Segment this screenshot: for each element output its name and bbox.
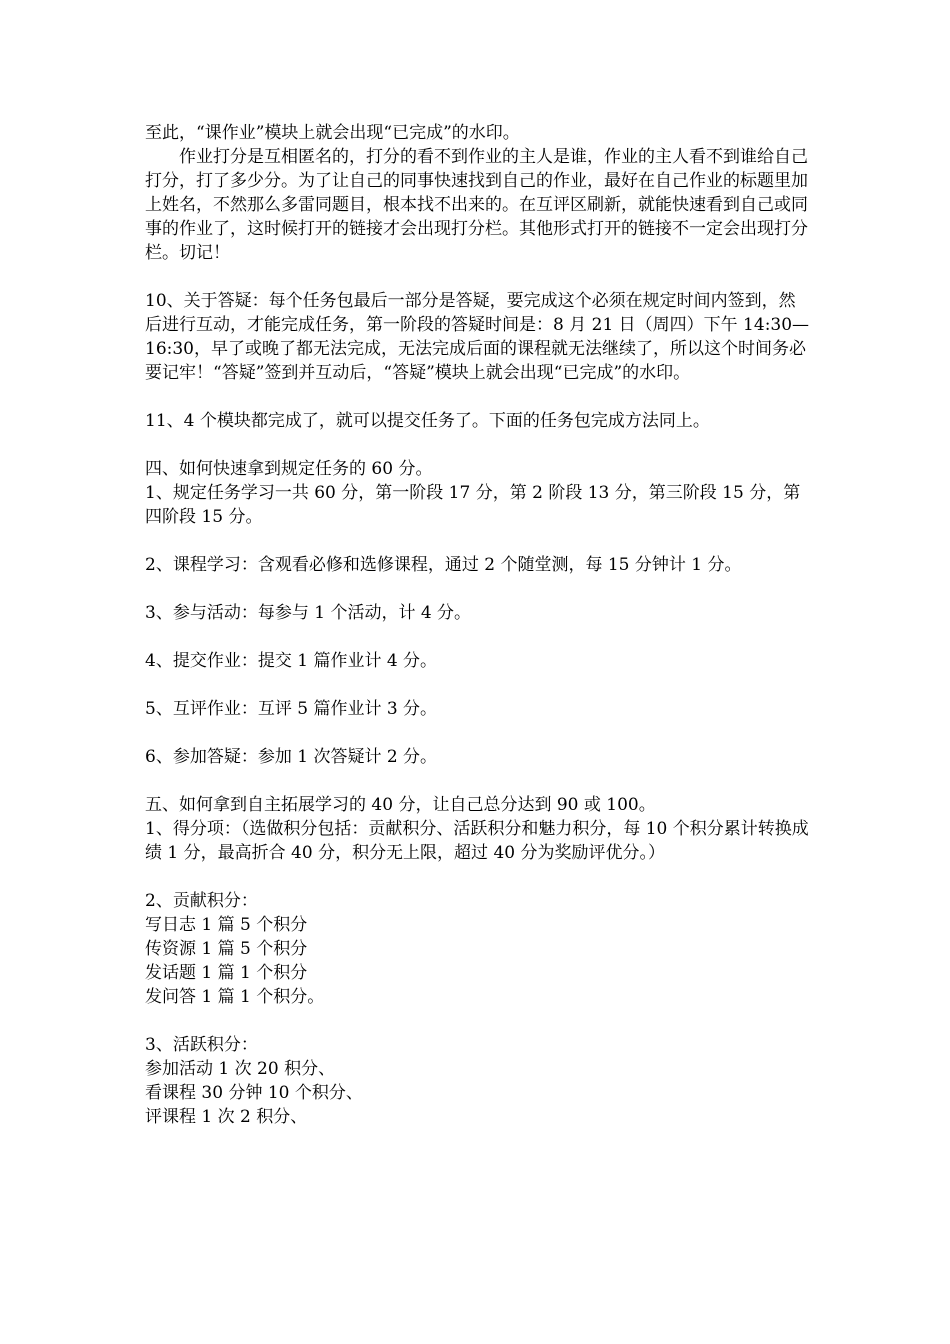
list-item-resource: 传资源 1 篇 5 个积分 [145, 939, 308, 959]
list-item-blog: 写日志 1 篇 5 个积分 [145, 915, 308, 935]
paragraph-activity: 3、参与活动：每参与 1 个活动，计 4 分。 [145, 603, 472, 623]
paragraph-qa: 10、关于答疑：每个任务包最后一部分是答疑，要完成这个必须在规定时间内签到，然后进行互动，才能完成任务，第一阶段的答疑时间是：8 月 21 日（周四）下午 14:30—16:30，早了或晚了都无法完成，无法完成后面的课程就无法继续了，所以这个时间务必要记牢！“答疑”签到并互动后，“答疑”模块上就会出现“已完成”的水印。 [145, 291, 810, 383]
blank-line [145, 625, 810, 649]
paragraph-peer-review: 作业打分是互相匿名的，打分的看不到作业的主人是谁，作业的主人看不到谁给自己打分，打了多少分。为了让自己的同事快速找到自己的作业，最好在自己作业的标题里加上姓名，不然那么多雷同题目，根本找不出来的。在互评区刷新，就能快速看到自己或同事的作业了，这时候打开的链接才会出现打分栏。其他形式打开的链接不一定会出现打分栏。切记！ [145, 147, 808, 263]
section-heading-four: 四、如何快速拿到规定任务的 60 分。 [145, 459, 433, 479]
blank-line [145, 673, 810, 697]
list-item-qa: 发问答 1 篇 1 个积分。 [145, 987, 325, 1007]
blank-line [145, 529, 810, 553]
paragraph-watermark-note: 至此，“课作业”模块上就会出现“已完成”的水印。 [145, 123, 520, 143]
paragraph-qa-score: 6、参加答疑：参加 1 次答疑计 2 分。 [145, 747, 438, 767]
blank-line [145, 433, 810, 457]
blank-line [145, 385, 810, 409]
section-heading-five: 五、如何拿到自主拓展学习的 40 分，让自己总分达到 90 或 100。 [145, 795, 656, 815]
paragraph-activity-heading: 3、活跃积分： [145, 1035, 258, 1055]
list-item-topic: 发话题 1 篇 1 个积分 [145, 963, 308, 983]
list-item-watch-course: 看课程 30 分钟 10 个积分、 [145, 1083, 363, 1103]
paragraph-score-items: 1、得分项：（选做积分包括：贡献积分、活跃积分和魅力积分，每 10 个积分累计转换成绩 1 分，最高折合 40 分，积分无上限，超过 40 分为奖励评优分。） [145, 819, 809, 863]
document-body [145, 121, 810, 1129]
paragraph-homework: 4、提交作业：提交 1 篇作业计 4 分。 [145, 651, 438, 671]
blank-line [145, 577, 810, 601]
list-item-rate-course: 评课程 1 次 2 积分、 [145, 1107, 308, 1127]
paragraph-submit-task: 11、4 个模块都完成了，就可以提交任务了。下面的任务包完成方法同上。 [145, 411, 710, 431]
paragraph-peer-homework: 5、互评作业：互评 5 篇作业计 3 分。 [145, 699, 438, 719]
blank-line [145, 769, 810, 793]
paragraph-course-study: 2、课程学习：含观看必修和选修课程，通过 2 个随堂测，每 15 分钟计 1 分。 [145, 555, 742, 575]
list-item-join-activity: 参加活动 1 次 20 积分、 [145, 1059, 336, 1079]
paragraph-required-total: 1、规定任务学习一共 60 分，第一阶段 17 分，第 2 阶段 13 分，第三阶段 15 分，第四阶段 15 分。 [145, 483, 801, 527]
blank-line [145, 721, 810, 745]
blank-line [145, 1009, 810, 1033]
blank-line [145, 865, 810, 889]
blank-line [145, 265, 810, 289]
paragraph-contribution-heading: 2、贡献积分： [145, 891, 258, 911]
